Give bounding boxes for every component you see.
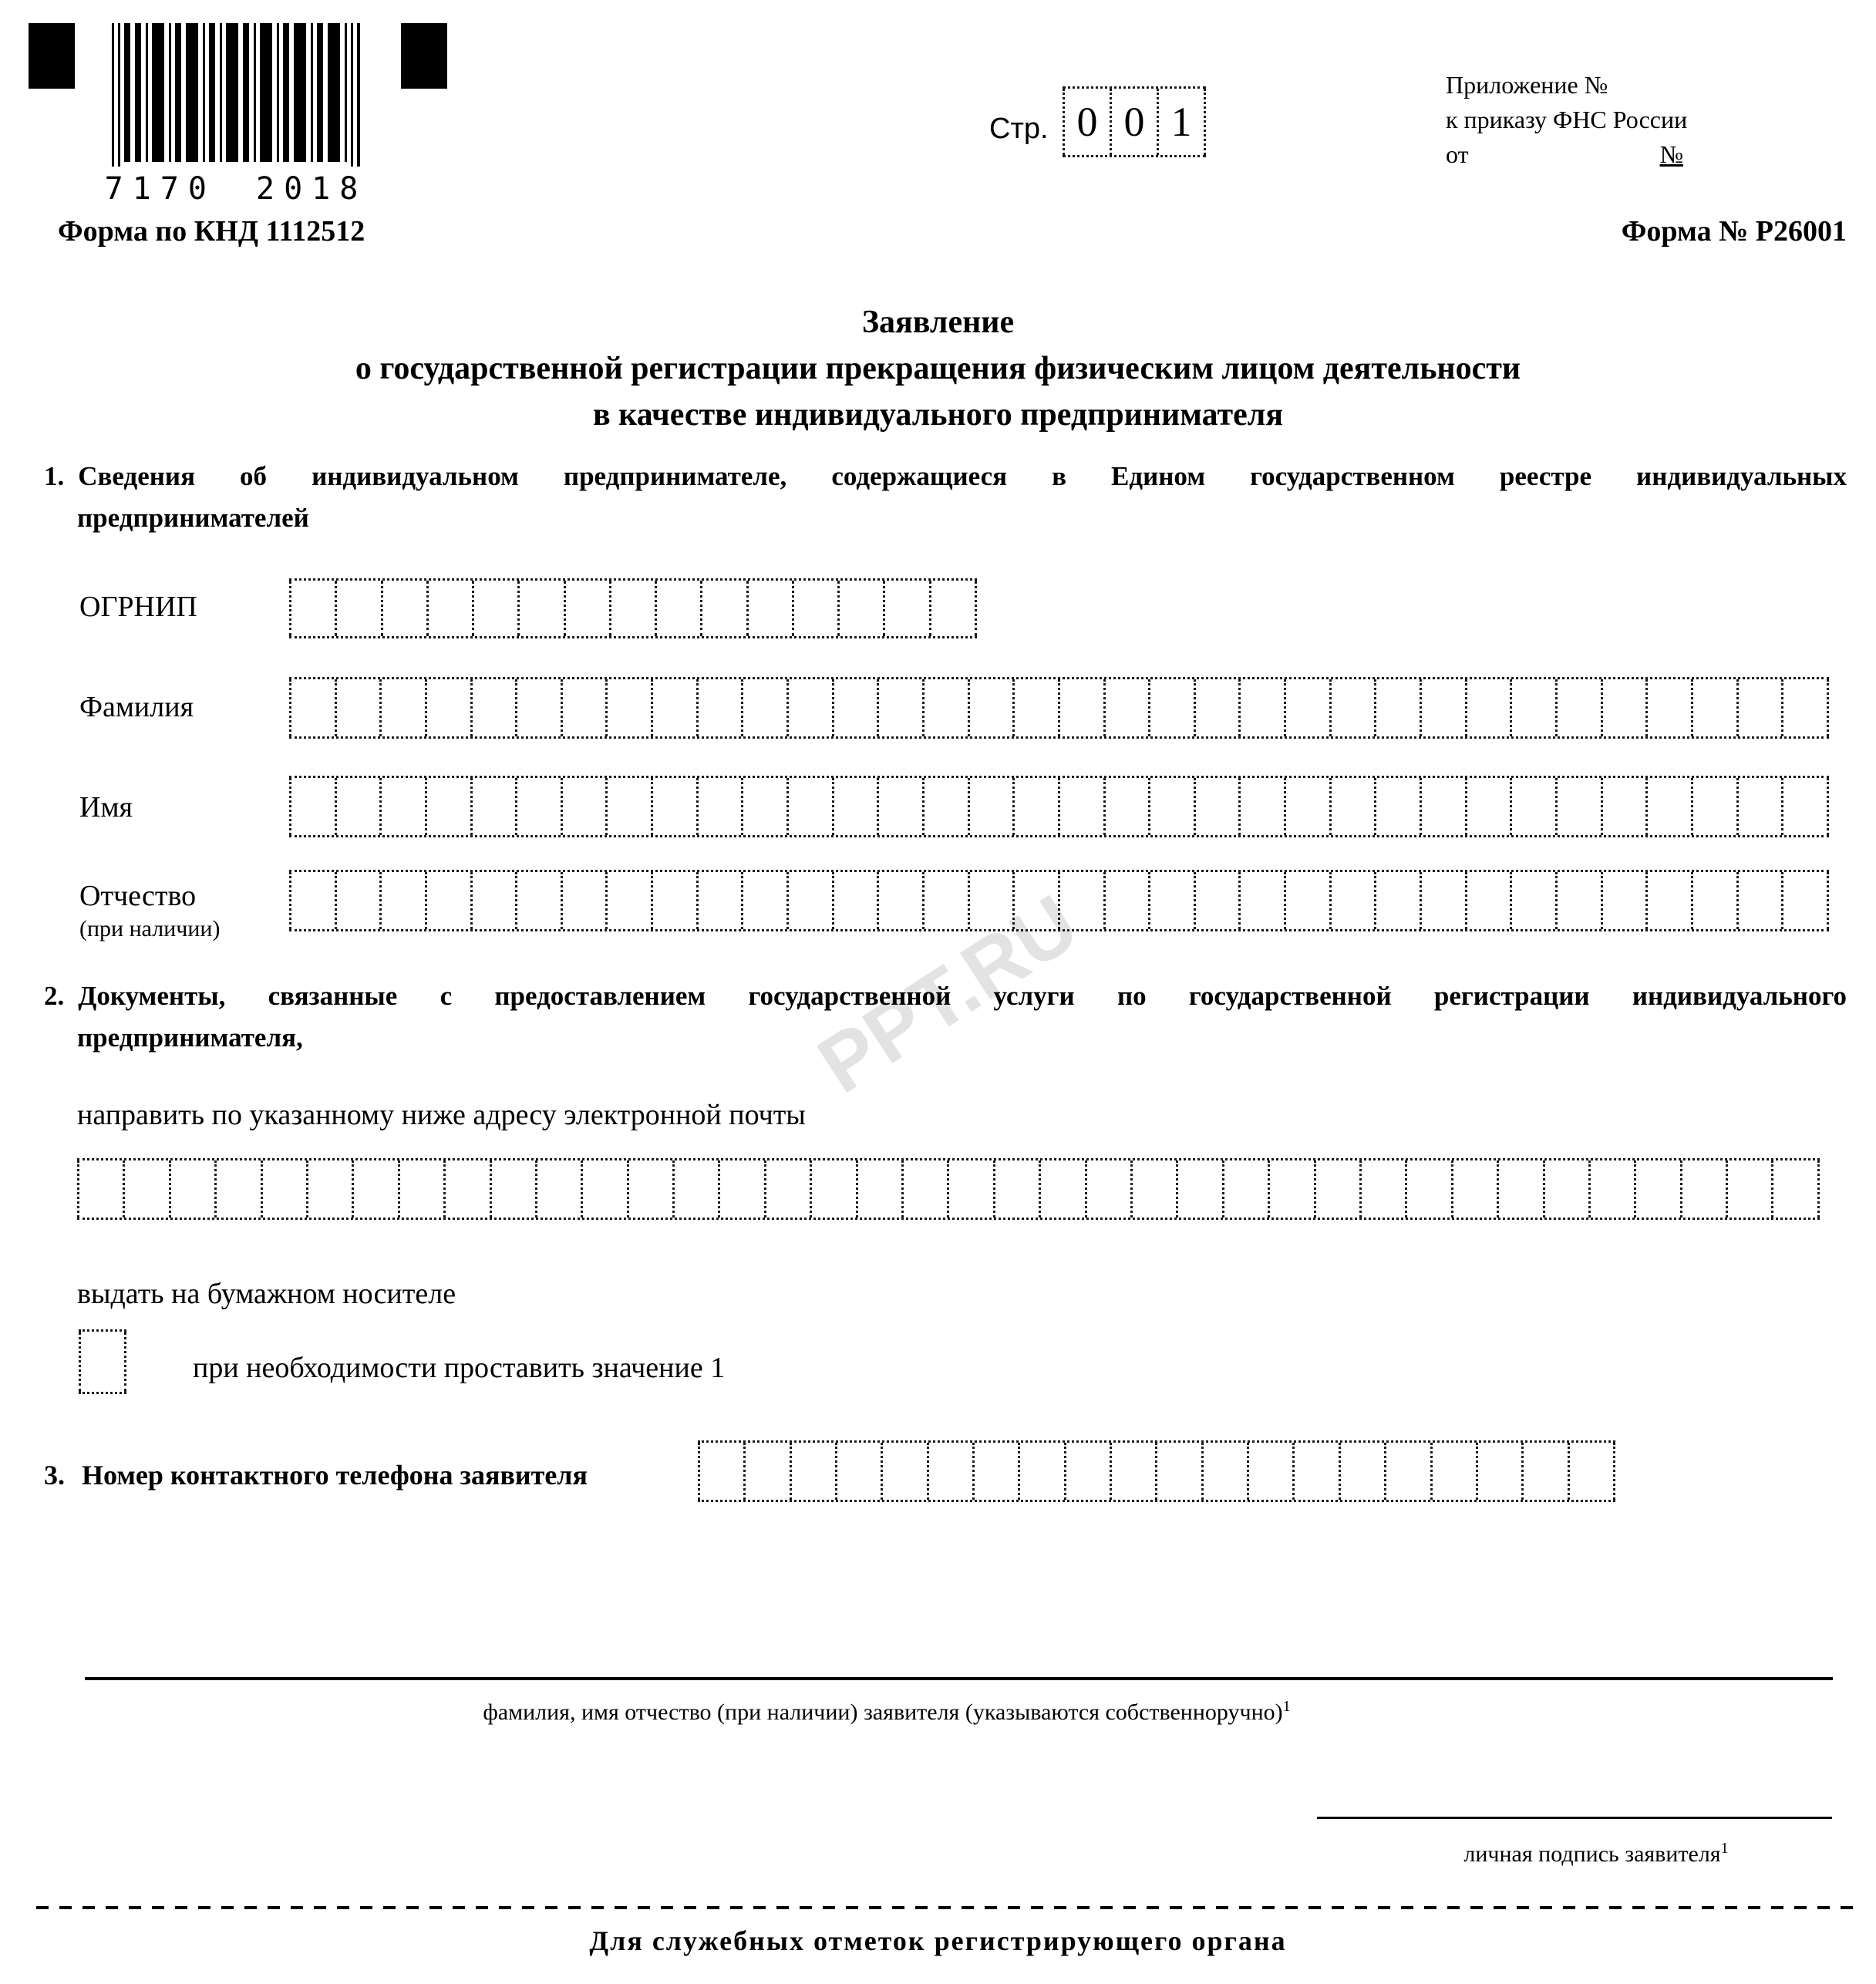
cell[interactable] [1374,679,1420,736]
cell[interactable] [927,1443,972,1500]
cell[interactable] [651,679,696,736]
cell[interactable] [1268,1160,1313,1218]
service-marks-separator [36,1906,1864,1909]
cell[interactable] [792,581,837,636]
cell: 0 [1110,89,1157,155]
cell[interactable] [651,872,696,929]
cell[interactable] [472,581,517,636]
cell[interactable] [968,679,1013,736]
cell[interactable] [1771,1160,1819,1218]
cell[interactable] [1314,1160,1359,1218]
cell[interactable] [605,679,651,736]
cell[interactable] [379,778,425,835]
section3-heading-text: Номер контактного телефона заявителя [82,1460,588,1491]
cell[interactable] [1420,872,1465,929]
cell[interactable] [605,778,651,835]
appendix-number-label: № [1659,140,1684,168]
cell[interactable] [564,581,609,636]
personal-signature-line [1317,1817,1832,1819]
appendix-line2: к приказу ФНС России [1446,106,1688,133]
cell[interactable] [1194,679,1239,736]
cell[interactable] [1359,1160,1405,1218]
cell[interactable] [741,872,786,929]
fio-signature-line [85,1677,1833,1680]
cell[interactable] [1691,778,1736,835]
barcode-digits-group1: 7170 [104,171,216,207]
fio-caption [77,1698,1696,1726]
cell[interactable] [743,1443,789,1500]
personal-signature-caption [1357,1840,1835,1868]
surname-label: Фамилия [79,691,194,723]
barcode [112,23,360,167]
section3-number: 3. [44,1460,65,1491]
cell[interactable] [1130,1160,1176,1218]
section2-heading [44,981,1847,1012]
cell[interactable] [381,581,426,636]
cell[interactable] [261,1160,306,1218]
section2-number: 2. [44,981,65,1011]
cell[interactable] [837,581,883,636]
patronymic-cells[interactable] [289,870,1829,931]
cell[interactable] [968,778,1013,835]
section1-heading-line2: предпринимателей [77,503,309,533]
paper-option-label: выдать на бумажном носителе [77,1278,456,1310]
email-cells[interactable] [77,1158,1820,1220]
cell[interactable] [1148,872,1194,929]
cell[interactable] [425,872,470,929]
cell[interactable] [335,679,380,736]
section1-number: 1. [44,461,65,491]
cell[interactable] [379,872,425,929]
cell[interactable] [1680,1160,1726,1218]
cell[interactable] [1148,778,1194,835]
cell[interactable] [1645,872,1691,929]
cell[interactable] [1476,1443,1521,1500]
cell[interactable] [883,581,928,636]
cell[interactable] [651,778,696,835]
registration-mark-right [401,23,447,89]
cell[interactable] [832,778,877,835]
cell[interactable] [515,679,561,736]
patronymic-label: Отчество [79,880,197,912]
cell[interactable] [515,872,561,929]
cell[interactable] [443,1160,489,1218]
cell[interactable] [1451,1160,1497,1218]
patronymic-sublabel: (при наличии) [79,916,221,941]
cell[interactable] [1736,778,1782,835]
cell[interactable] [1555,679,1601,736]
cell[interactable] [1329,778,1375,835]
cell[interactable] [786,872,832,929]
cell: 0 [1063,89,1110,155]
cell[interactable] [1645,778,1691,835]
cell[interactable] [470,872,516,929]
cell[interactable] [1405,1160,1450,1218]
paper-checkbox[interactable] [79,1329,126,1394]
cell[interactable] [972,1443,1018,1500]
cell[interactable] [1058,872,1103,929]
cell[interactable] [561,778,606,835]
cell[interactable] [426,581,472,636]
cell[interactable] [1465,679,1511,736]
cell[interactable] [1543,1160,1588,1218]
cell[interactable] [922,679,968,736]
cell[interactable] [335,778,380,835]
cell[interactable] [535,1160,581,1218]
cell[interactable] [123,1160,168,1218]
cell[interactable] [1247,1443,1292,1500]
cell[interactable] [1103,872,1149,929]
cell[interactable] [922,872,968,929]
cell[interactable] [1194,778,1239,835]
cell[interactable] [1284,778,1329,835]
form-title-line1: Заявление [861,305,1015,340]
cell[interactable] [470,679,516,736]
cell[interactable] [1201,1443,1247,1500]
cell[interactable] [169,1160,214,1218]
cell[interactable] [832,679,877,736]
cell[interactable] [515,778,561,835]
cell[interactable] [1420,778,1465,835]
cell[interactable] [1329,872,1375,929]
cell[interactable] [786,679,832,736]
cell[interactable] [1238,778,1284,835]
cell[interactable] [922,778,968,835]
cell[interactable] [1329,679,1375,736]
email-option-label: направить по указанному ниже адресу электронной почты [77,1099,806,1131]
cell[interactable] [561,872,606,929]
cell[interactable] [1601,679,1646,736]
cell[interactable] [1601,872,1646,929]
cell[interactable] [1292,1443,1338,1500]
appendix-line1: Приложение № [1446,71,1608,99]
form-number: Форма № Р26001 [1621,215,1847,248]
cell[interactable] [1039,1160,1084,1218]
section1-heading-line1: Сведения об индивидуальном предпринимателе, содержащиеся в Едином государственном реестре индивидуальных [78,461,1847,491]
cell[interactable] [289,679,335,736]
service-marks-label: Для служебных отметок регистрирующего органа [589,1925,1287,1956]
name-cells[interactable] [289,776,1829,837]
name-label: Имя [79,791,133,824]
cell[interactable] [1103,679,1149,736]
cell[interactable] [746,581,792,636]
registration-mark-left [29,23,75,89]
fio-footnote-mark: 1 [1282,1698,1291,1715]
cell[interactable] [1555,778,1601,835]
cell[interactable] [1420,679,1465,736]
cell[interactable] [696,872,742,929]
cell[interactable] [1645,679,1691,736]
cell[interactable] [627,1160,672,1218]
cell[interactable] [856,1160,901,1218]
watermark: PPT.RU [803,877,1094,1111]
knd-code: Форма по КНД 1112512 [58,215,365,248]
cell: 1 [1157,89,1206,155]
cell[interactable] [1384,1443,1430,1500]
fio-caption-text: фамилия, имя отчество (при наличии) заявителя (указываются собственноручно) [483,1699,1283,1725]
cell[interactable] [425,778,470,835]
cell[interactable] [306,1160,352,1218]
cell[interactable] [696,679,742,736]
cell[interactable] [1374,872,1420,929]
cell[interactable] [605,872,651,929]
cell[interactable] [877,679,922,736]
cell[interactable] [289,872,335,929]
cell[interactable] [1238,679,1284,736]
surname-cells[interactable] [289,677,1829,739]
cell[interactable] [1012,872,1058,929]
cell[interactable] [1521,1443,1567,1500]
cell[interactable] [1736,679,1782,736]
cell[interactable] [1176,1160,1221,1218]
cell[interactable] [832,872,877,929]
cell[interactable] [718,1160,763,1218]
cell[interactable] [335,581,380,636]
cell[interactable] [1781,872,1829,929]
cell[interactable] [1103,778,1149,835]
cell[interactable] [810,1160,855,1218]
cell[interactable] [1634,1160,1679,1218]
cell[interactable] [1284,872,1329,929]
cell[interactable] [1465,872,1511,929]
form-title-line2: о государственной регистрации прекращения физическим лицом деятельности [355,351,1521,386]
cell[interactable] [379,679,425,736]
cell[interactable] [993,1160,1039,1218]
cell[interactable] [1058,778,1103,835]
barcode-digits-group2: 2018 [256,171,368,207]
cell[interactable] [289,778,335,835]
cell[interactable] [490,1160,535,1218]
checkbox-hint: при необходимости проставить значение 1 [193,1352,726,1384]
cell[interactable] [581,1160,626,1218]
cell[interactable] [470,778,516,835]
cell[interactable] [517,581,563,636]
cell[interactable] [1510,872,1555,929]
cell[interactable] [764,1160,810,1218]
cell[interactable] [968,872,1013,929]
cell[interactable] [1691,872,1736,929]
cell[interactable] [1430,1443,1476,1500]
cell[interactable] [1339,1443,1384,1500]
cell[interactable] [1726,1160,1771,1218]
cell[interactable] [352,1160,397,1218]
cell[interactable] [1555,872,1601,929]
cell[interactable] [786,778,832,835]
cell[interactable] [561,679,606,736]
cell[interactable] [1497,1160,1542,1218]
cell[interactable] [1781,679,1829,736]
section3-heading [44,1459,588,1491]
cell[interactable] [672,1160,718,1218]
cell[interactable] [77,1160,123,1218]
cell[interactable] [877,778,922,835]
cell[interactable] [398,1160,443,1218]
signature-footnote-mark: 1 [1720,1840,1729,1857]
cell[interactable] [947,1160,992,1218]
cell[interactable] [655,581,700,636]
page-number-cells [1063,86,1206,157]
section2-heading-line2: предпринимателя, [77,1022,303,1053]
cell[interactable] [1085,1160,1130,1218]
cell[interactable] [1110,1443,1155,1500]
cell[interactable] [1284,679,1329,736]
cell[interactable] [700,581,746,636]
cell[interactable] [1155,1443,1201,1500]
section2-heading-line1: Документы, связанные с предоставлением государственной услуги по государственной регистрации индивидуального [78,981,1847,1011]
cell[interactable] [1510,778,1555,835]
cell[interactable] [1601,778,1646,835]
cell[interactable] [79,1332,126,1392]
appendix-line3 [1446,137,1847,172]
appendix-block [1446,68,1847,172]
page-number-label: Стр. [989,113,1049,145]
cell[interactable] [877,872,922,929]
cell[interactable] [1012,778,1058,835]
cell[interactable] [1012,679,1058,736]
cell[interactable] [1194,872,1239,929]
cell[interactable] [1465,778,1511,835]
cell[interactable] [289,581,335,636]
phone-cells[interactable] [698,1440,1615,1502]
cell[interactable] [1510,679,1555,736]
cell[interactable] [790,1443,835,1500]
cell[interactable] [1568,1443,1615,1500]
cell[interactable] [609,581,655,636]
ogrnip-cells[interactable] [289,578,977,638]
cell[interactable] [741,778,786,835]
cell[interactable] [901,1160,947,1218]
cell[interactable] [1691,679,1736,736]
cell[interactable] [696,778,742,835]
cell[interactable] [1222,1160,1268,1218]
cell[interactable] [425,679,470,736]
cell[interactable] [741,679,786,736]
cell[interactable] [1064,1443,1110,1500]
cell[interactable] [1148,679,1194,736]
cell[interactable] [1781,778,1829,835]
section1-heading [44,461,1847,492]
barcode-digits [104,171,368,207]
ogrnip-label: ОГРНИП [79,591,197,623]
cell[interactable] [881,1443,926,1500]
form-title-line3: в качестве индивидуального предпринимателя [592,397,1284,433]
cell[interactable] [1018,1443,1063,1500]
personal-signature-caption-text: личная подпись заявителя [1463,1841,1721,1867]
cell[interactable] [1238,872,1284,929]
cell[interactable] [1374,778,1420,835]
cell[interactable] [1058,679,1103,736]
appendix-from-label: от [1446,140,1469,168]
cell[interactable] [929,581,977,636]
cell[interactable] [335,872,380,929]
cell[interactable] [214,1160,260,1218]
cell[interactable] [1736,872,1782,929]
cell[interactable] [835,1443,881,1500]
cell[interactable] [698,1443,743,1500]
cell[interactable] [1588,1160,1634,1218]
